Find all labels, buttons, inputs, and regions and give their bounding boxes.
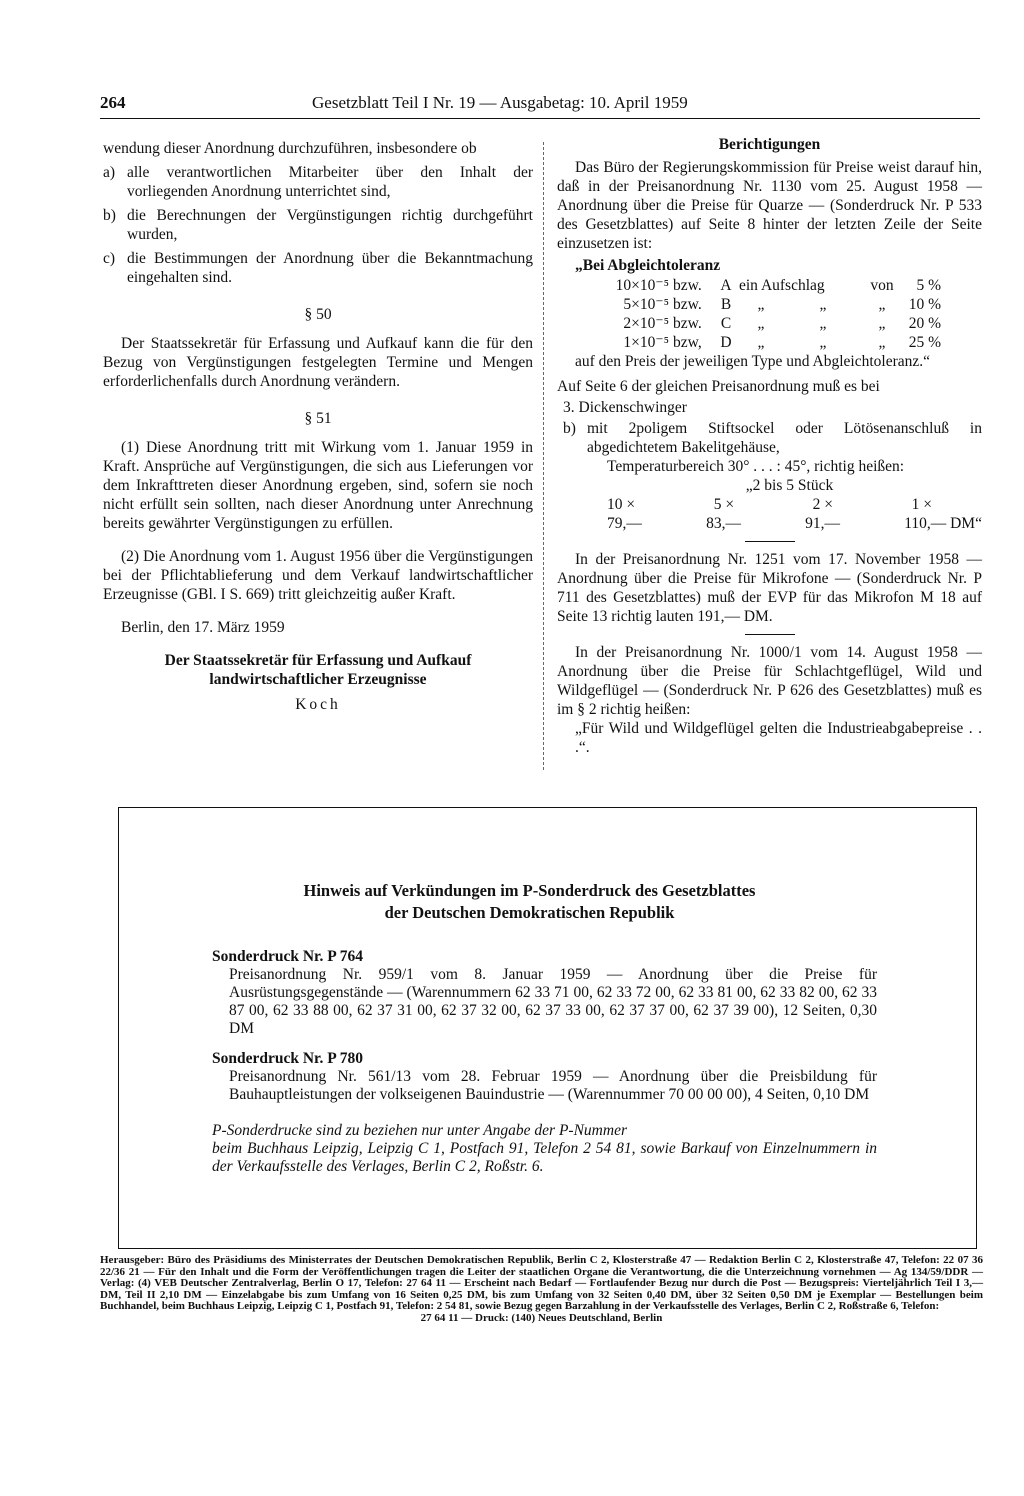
section-51-paragraph-2: (2) Die Anordnung vom 1. August 1956 über die Vergünstigungen bei der Pflichtablieferung und dem Verkauf landwirtschaftlicher Erzeugnisse (GBl. I S. 669) tritt gleichzeitig außer Kraft. bbox=[103, 548, 533, 603]
corrections-heading: Berichtigungen bbox=[718, 136, 821, 153]
tolerance-table bbox=[601, 276, 982, 352]
list-item: a) alle verantwortlichen Mitarbeiter über den Inhalt der vorliegenden Anordnung unterrichtet sind, bbox=[103, 164, 533, 200]
separator-rule bbox=[745, 634, 795, 635]
correction-paragraph-3: In der Preisanordnung Nr. 1251 vom 17. November 1958 — Anordnung über die Preise für Mikrofone — (Sonderdruck Nr. P 711 des Gesetzblattes) muß der EVP für das Mikrofon M 18 auf Seite 13 richtig lauten 191,— DM. bbox=[557, 551, 982, 625]
left-column bbox=[103, 139, 533, 714]
table-row: 2×10⁻⁵ bzw. C „ „ „ 20 % bbox=[623, 315, 941, 332]
imprint-last-line: 27 64 11 — Druck: (140) Neues Deutschland, Berlin bbox=[420, 1311, 663, 1324]
signatory-title: Der Staatssekretär für Erfassung und Aufkauf landwirtschaftlicher Erzeugnisse bbox=[164, 652, 472, 688]
imprint-text: Herausgeber: Büro des Präsidiums des Ministerrates der Deutschen Demokratischen Republik, Berlin C 2, Klosterstraße 47 — Redaktion Berlin C 2, Klosterstraße 47, Telefon: 22 07 36 22/36 21 — Für den Inhalt und die Form der Veröffentlichungen tragen die Leiter der staatlichen Organe die Verantwortung, die die Unterzeichnung vornehmen — Ag 134/59/DDR — Verlag: (4) VEB Deutscher Zentralverlag, Berlin O 17, Telefon: 27 64 11 — Erscheint nach Bedarf — Fortlaufender Bezug nur durch die Post — Bezugspreis: Vierteljährlich Teil I 3,— DM, Teil II 2,10 DM — Einzelabgabe bis zum Umfang von 16 Seiten 0,25 DM, bis zum Umfang von 32 Seiten 0,40 DM, über 32 Seiten 0,50 DM je Exemplar — Bestellungen beim Buchhandel, beim Buchhaus Leipzig, Leipzig C 1, Postfach 91, Telefon: 2 54 81, sowie Bezug gegen Barzahlung in der Verkaufsstelle des Verlages, Berlin C 2, Roßstraße 6, Telefon: bbox=[100, 1254, 983, 1312]
sonderdruck-text: Preisanordnung Nr. 959/1 vom 8. Januar 1959 — Anordnung über die Preise für Ausrüstungsgegenstände — (Warennummern 62 33 71 00, 62 33 72 00, 62 33 81 00, 62 33 82 00, 62 33 87 00, 62 33 88 00, 62 37 31 00, 62 37 32 00, 62 37 33 00, 62 37 37 00, 62 37 39 00), 12 Seiten, 0,30 DM bbox=[229, 966, 877, 1037]
sonderdruck-text: Preisanordnung Nr. 561/13 vom 28. Februar 1959 — Anordnung über die Preisbildung für Bauhauptleistungen der volkseigenen Bauindustrie — (Warennummer 70 00 00 00), 4 Seiten, 0,10 DM bbox=[229, 1068, 877, 1103]
paragraph-2-subitem: b) mit 2poligem Stiftsockel oder Lötösenanschluß in abgedichtetem Bakelitgehäuse, bbox=[563, 420, 982, 456]
correction-paragraph-1: Das Büro der Regierungskommission für Preise weist darauf hin, daß in der Preisanordnung Nr. 1130 vom 25. August 1958 — Anordnung über die Preise für Quarze — (Sonderdruck Nr. P 533 des Gesetzblattes) auf Seite 8 hinter der letzten Zeile der Seite einzusetzen ist: bbox=[557, 159, 982, 252]
table-row: 1×10⁻⁵ bzw, D „ „ „ 25 % bbox=[623, 334, 941, 351]
sonderdruck-heading: Sonderdruck Nr. P 780 bbox=[212, 1050, 364, 1067]
correction-quote: „Für Wild und Wildgeflügel gelten die Industrieabgabepreise . . .“. bbox=[575, 720, 982, 756]
ordering-note: P-Sonderdrucke sind zu beziehen nur unter Angabe der P-Nummer beim Buchhaus Leipzig, Leipzig C 1, Postfach 91, Telefon 2 54 81, sowie Barkauf von Einzelnummern in der Verkaufsstelle des Verlages, Berlin C 2, Roßstr. 6. bbox=[212, 1122, 877, 1175]
announcement-content bbox=[212, 880, 877, 1176]
correction-paragraph-2: Auf Seite 6 der gleichen Preisanordnung muß es bei bbox=[557, 378, 880, 395]
stueck-heading: „2 bis 5 Stück bbox=[745, 477, 834, 494]
announcement-title: Hinweis auf Verkündungen im P-Sonderdruck des Gesetzblattes der Deutschen Demokratischen Republik bbox=[303, 881, 756, 922]
gazette-title: Gesetzblatt Teil I Nr. 19 — Ausgabetag: 10. April 1959 bbox=[312, 93, 688, 112]
table-row: 10×10⁻⁵ bzw. A ein Aufschlag von 5 % bbox=[615, 277, 941, 294]
correction-paragraph-4: In der Preisanordnung Nr. 1000/1 vom 14. August 1958 —Anordnung über die Preise für Schlachtgeflügel, Wild und Wildgeflügel — (Sonderdruck Nr. P 626 des Gesetzblattes) muß es im § 2 richtig heißen: bbox=[557, 644, 982, 718]
list-item: c) die Bestimmungen der Anordnung über die Bekanntmachung eingehalten sind. bbox=[103, 250, 533, 286]
sonderdruck-heading: Sonderdruck Nr. P 764 bbox=[212, 948, 364, 965]
right-column bbox=[557, 135, 982, 757]
section-51-paragraph-1: (1) Diese Anordnung tritt mit Wirkung vom 1. Januar 1959 in Kraft. Ansprüche auf Vergünstigungen, die sich aus Lieferungen vor dem Inkrafttreten dieser Anordnung ergeben, sind, sofern sie noch nicht erfüllt sein sollten, nach dieser Anordnung unter Anrechnung bereits gewährter Vergünstigungen zu erfüllen. bbox=[103, 439, 533, 532]
intro-text: wendung dieser Anordnung durchzuführen, insbesondere ob bbox=[103, 140, 477, 157]
price-row: 79,— 83,— 91,— 110,— DM“ bbox=[607, 515, 982, 532]
signatory-name: Koch bbox=[295, 696, 341, 713]
tolerance-after: auf den Preis der jeweiligen Type und Abgleichtoleranz.“ bbox=[575, 353, 931, 370]
page-number: 264 bbox=[100, 93, 126, 112]
imprint bbox=[100, 1255, 983, 1324]
column-divider bbox=[543, 142, 544, 770]
tolerance-heading: „Bei Abgleichtoleranz bbox=[575, 257, 721, 274]
quantity-row: 10 × 5 × 2 × 1 × bbox=[607, 496, 932, 513]
section-51-heading: § 51 bbox=[304, 410, 332, 427]
separator-rule bbox=[745, 541, 795, 542]
table-row: 5×10⁻⁵ bzw. B „ „ „ 10 % bbox=[623, 296, 941, 313]
list-item: b) die Berechnungen der Vergünstigungen richtig durchgeführt wurden, bbox=[103, 207, 533, 243]
place-date: Berlin, den 17. März 1959 bbox=[121, 619, 285, 636]
paragraph-2-item: 3. Dickenschwinger bbox=[563, 399, 687, 416]
temperature-range: Temperaturbereich 30° . . . : 45°, richtig heißen: bbox=[607, 458, 905, 475]
header-rule bbox=[100, 118, 980, 119]
section-50-text: Der Staatssekretär für Erfassung und Aufkauf kann die für den Bezug von Vergünstigungen festgelegten Termine und Mengen erforderlichenfalls durch Anordnung verändern. bbox=[103, 335, 533, 390]
section-50-heading: § 50 bbox=[304, 306, 332, 323]
